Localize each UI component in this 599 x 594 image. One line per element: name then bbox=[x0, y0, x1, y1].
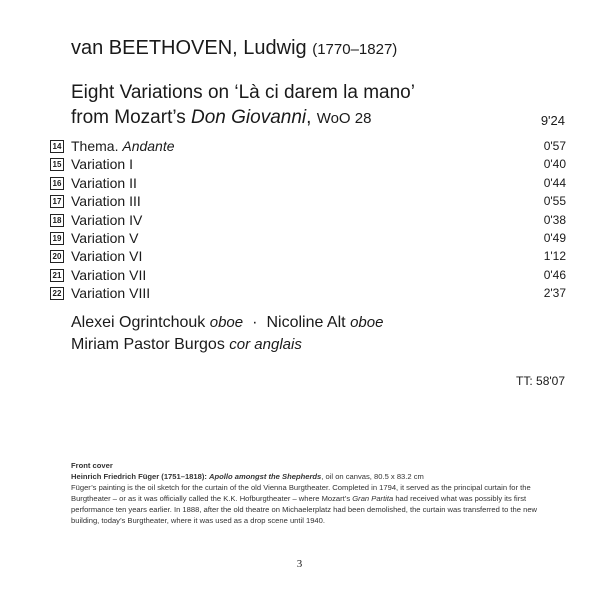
track-tempo: Andante bbox=[122, 138, 175, 154]
work-title-line1: Eight Variations on ‘Là ci darem la mano’ bbox=[71, 82, 415, 103]
page-number: 3 bbox=[296, 558, 303, 570]
cover-text-2: had received what was possibly its first performance ten years earlier. In 1888, after the old theatre on Michaelerplatz had been demolished, the curtain was transferred to the new building, today’s Burgtheater, where it was used as a drop scene until 1940. bbox=[71, 494, 538, 525]
cover-heading: Front cover bbox=[71, 461, 113, 470]
track-duration: 0'55 bbox=[543, 194, 566, 209]
work-title bbox=[71, 80, 415, 131]
track-number-badge: 22 bbox=[50, 287, 64, 300]
composer-heading bbox=[71, 36, 397, 62]
performer-line-2 bbox=[71, 334, 383, 356]
cover-text-italic: Gran Partita bbox=[352, 494, 394, 503]
work-duration: 9'24 bbox=[540, 113, 565, 128]
cover-text-1: Füger’s painting is the oil sketch for the curtain of the old Vienna Burgtheater. Completed in 1794, it served as the principal curtain for the Burgtheater – or as it was officially called the K.K. Hofburgtheater – where Mozart’s bbox=[71, 483, 531, 503]
track-title-text: Variation IV bbox=[71, 211, 143, 228]
track-row bbox=[50, 211, 566, 229]
track-number-badge: 20 bbox=[50, 250, 64, 263]
track-number-badge: 17 bbox=[50, 195, 64, 208]
track-duration: 0'49 bbox=[543, 230, 566, 245]
track-title-text: Variation I bbox=[71, 156, 133, 173]
track-title bbox=[71, 174, 137, 192]
track-number-badge: 21 bbox=[50, 269, 64, 282]
track-row bbox=[50, 192, 566, 210]
catalogue-number: WoO 28 bbox=[316, 110, 372, 127]
track-number-badge: 19 bbox=[50, 232, 64, 245]
cover-description bbox=[71, 482, 541, 526]
track-duration: 0'46 bbox=[543, 267, 566, 282]
cover-credit bbox=[71, 471, 541, 482]
performer-separator: · bbox=[252, 314, 258, 331]
performer-1-name: Alexei Ogrintchouk bbox=[71, 314, 206, 331]
track-title bbox=[71, 192, 141, 210]
track-title-text: Variation VIII bbox=[71, 285, 151, 302]
performer-3-name: Miriam Pastor Burgos bbox=[71, 336, 225, 353]
track-row bbox=[50, 247, 566, 265]
track-row bbox=[50, 229, 566, 247]
composer-name: van BEETHOVEN, Ludwig bbox=[71, 37, 307, 59]
track-duration: 2'37 bbox=[543, 286, 566, 301]
track-duration: 0'38 bbox=[543, 212, 566, 227]
track-title bbox=[71, 211, 142, 229]
performers bbox=[71, 312, 383, 356]
track-title bbox=[71, 284, 150, 302]
cover-artist: Heinrich Friedrich Füger (1751–1818): bbox=[71, 472, 207, 481]
track-title-text: Variation III bbox=[71, 193, 141, 210]
track-title-text: Variation V bbox=[71, 229, 139, 246]
cover-artwork-title: Apollo amongst the Shepherds bbox=[209, 472, 322, 481]
track-title bbox=[71, 229, 138, 247]
work-title-sep: , bbox=[306, 107, 317, 128]
performer-line-1 bbox=[71, 312, 383, 334]
track-list bbox=[50, 137, 566, 303]
performer-2-instrument: oboe bbox=[350, 314, 384, 331]
track-title-text: Variation VI bbox=[71, 248, 143, 265]
cover-medium: , oil on canvas, 80.5 x 83.2 cm bbox=[321, 472, 424, 481]
track-row bbox=[50, 174, 566, 192]
track-number-badge: 16 bbox=[50, 177, 64, 190]
track-title bbox=[71, 137, 175, 155]
track-title bbox=[71, 155, 133, 173]
track-row bbox=[50, 266, 566, 284]
opera-title: Don Giovanni bbox=[191, 107, 307, 128]
track-number-badge: 18 bbox=[50, 214, 64, 227]
track-title-text: Thema. bbox=[71, 138, 123, 154]
performer-2-name: Nicoline Alt bbox=[266, 314, 346, 331]
performer-1-instrument: oboe bbox=[209, 314, 244, 331]
track-title bbox=[71, 266, 146, 284]
track-title-text: Variation II bbox=[71, 174, 137, 191]
track-row bbox=[50, 284, 566, 302]
cover-note bbox=[71, 460, 541, 526]
performer-3-instrument: cor anglais bbox=[229, 336, 302, 353]
composer-dates: (1770–1827) bbox=[312, 41, 398, 58]
track-title-text: Variation VII bbox=[71, 266, 147, 283]
track-number-badge: 15 bbox=[50, 158, 64, 171]
track-row bbox=[50, 155, 566, 173]
track-duration: 0'44 bbox=[543, 175, 566, 190]
track-title bbox=[71, 247, 142, 265]
track-duration: 1'12 bbox=[543, 249, 566, 264]
track-row bbox=[50, 137, 566, 155]
work-title-line2 bbox=[71, 105, 415, 131]
track-number-badge: 14 bbox=[50, 140, 64, 153]
total-time: TT: 58'07 bbox=[516, 374, 565, 388]
work-title-prefix: from Mozart’s bbox=[71, 107, 192, 128]
track-duration: 0'57 bbox=[543, 139, 566, 153]
track-duration: 0'40 bbox=[543, 157, 566, 172]
